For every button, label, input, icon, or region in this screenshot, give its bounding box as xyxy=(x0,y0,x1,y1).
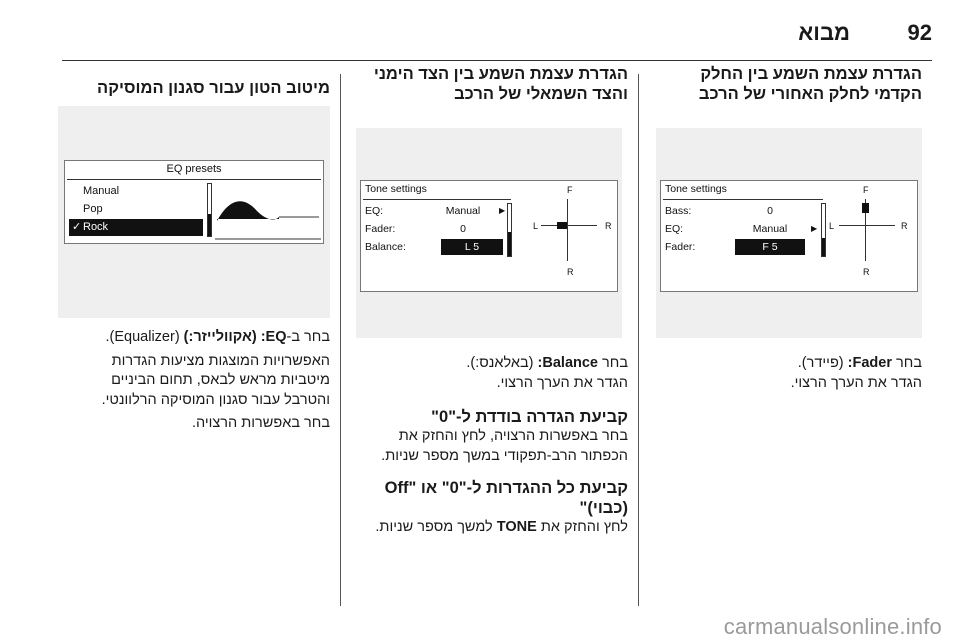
section-heading: מיטוב הטון עבור סגנון המוסיקה xyxy=(97,79,330,97)
eq-screenshot xyxy=(58,106,330,318)
right-letter: R xyxy=(605,221,612,231)
setting-label: Balance: xyxy=(365,241,406,253)
setting-label: EQ: xyxy=(665,223,684,235)
tone-settings-screen xyxy=(360,180,618,292)
instruction-line: הגדר את הערך הרצוי. xyxy=(790,374,922,391)
text: (באלאנס:). xyxy=(466,355,538,371)
front-letter: F xyxy=(863,185,869,195)
scrollbar-thumb xyxy=(208,214,211,236)
text: בחר xyxy=(892,355,922,371)
screen-title: Tone settings xyxy=(365,183,427,195)
menu-item-name: EQ: (אקוולייזר:) xyxy=(183,329,287,345)
crosshair-horizontal xyxy=(839,225,895,226)
text: בחר ב- xyxy=(286,329,330,345)
setting-label: Fader: xyxy=(365,223,396,235)
setting-row xyxy=(365,239,511,255)
balance-instructions xyxy=(352,354,628,538)
front-letter: F xyxy=(567,185,573,195)
text: למשך מספר שניות. xyxy=(375,519,497,535)
eq-instructions xyxy=(58,328,330,434)
left-letter: L xyxy=(829,221,835,231)
preset-label: Rock xyxy=(83,221,109,233)
scrollbar-thumb xyxy=(822,238,825,256)
title-underline xyxy=(67,179,321,180)
crosshair-horizontal xyxy=(541,225,597,226)
heading-line: הגדרת עצמת השמע בין החלק xyxy=(700,65,922,83)
setting-value: 0 xyxy=(767,205,773,217)
eq-presets-screen xyxy=(64,160,324,244)
screen-title: Tone settings xyxy=(665,183,727,195)
page-header xyxy=(0,0,960,62)
heading-line: הגדרת עצמת השמע בין הצד הימני xyxy=(373,65,628,83)
paragraph-line: בחר באפשרות הרצויה. xyxy=(191,415,330,431)
instruction-line xyxy=(650,354,922,374)
chapter-title: מבוא xyxy=(798,20,850,45)
setting-row xyxy=(665,203,823,219)
scrollbar-thumb xyxy=(508,232,511,256)
setting-row xyxy=(365,221,511,237)
text: בחר xyxy=(598,355,628,371)
setting-label: Fader: xyxy=(665,241,696,253)
rear-letter: R xyxy=(863,267,870,277)
setting-value: 0 xyxy=(460,223,466,235)
section-balance xyxy=(352,64,628,104)
paragraph-line: והטרבל עבור סגנון המוסיקה הרלוונטי. xyxy=(101,391,330,408)
subheading-reset-all: קביעת כל ההגדרות ל-"0" או "Off xyxy=(384,479,628,497)
setting-value: Manual xyxy=(445,205,481,217)
setting-row xyxy=(365,203,511,219)
setting-row xyxy=(665,239,823,255)
eq-curve-graphic xyxy=(215,181,321,241)
paragraph-line: האפשרויות המוצגות מציעות הגדרות xyxy=(111,352,330,369)
paragraph-line: בחר באפשרות הרצויה, לחץ והחזק את xyxy=(398,428,628,444)
section-eq xyxy=(58,64,330,98)
menu-item-name: Balance: xyxy=(537,355,598,371)
balance-position-marker xyxy=(557,222,567,229)
section-heading xyxy=(352,64,628,104)
title-underline xyxy=(363,199,511,200)
setting-value-selected: F 5 xyxy=(735,239,805,255)
scrollbar xyxy=(821,203,826,257)
page-number: 92 xyxy=(907,20,932,45)
submenu-arrow-icon: ▶ xyxy=(499,206,506,215)
text: (פיידר). xyxy=(797,355,848,371)
section-heading xyxy=(650,64,922,104)
submenu-arrow-icon: ▶ xyxy=(811,224,818,233)
setting-label: EQ: xyxy=(365,205,384,217)
left-letter: L xyxy=(533,221,539,231)
column-divider-left xyxy=(340,74,341,606)
button-name: TONE xyxy=(496,519,537,535)
paragraph-line: מיטביות מראש לבאס, תחום הביניים xyxy=(111,372,330,388)
fader-screenshot xyxy=(656,128,922,338)
setting-value-selected: L 5 xyxy=(441,239,503,255)
menu-item-name: Fader: xyxy=(847,355,892,371)
instruction-line: הגדר את הערך הרצוי. xyxy=(496,374,628,391)
setting-label: Bass: xyxy=(665,205,692,217)
setting-row xyxy=(665,221,823,237)
balance-screenshot xyxy=(356,128,622,338)
crosshair-vertical xyxy=(567,199,568,261)
text: (Equalizer). xyxy=(105,329,184,345)
section-fader xyxy=(650,64,922,104)
right-letter: R xyxy=(901,221,908,231)
title-underline xyxy=(663,199,823,200)
preset-item-manual: Manual xyxy=(83,185,120,197)
rear-letter: R xyxy=(567,267,574,277)
preset-item-pop: Pop xyxy=(83,203,103,215)
subheading-reset-all: (כבוי)" xyxy=(579,499,628,517)
scrollbar xyxy=(507,203,512,257)
subheading-reset-single: קביעת הגדרה בודדת ל-"0" xyxy=(431,408,628,426)
fader-instructions xyxy=(650,354,922,393)
scrollbar xyxy=(207,183,212,237)
header-divider xyxy=(62,60,932,61)
column-divider-right xyxy=(638,74,639,606)
paragraph-line xyxy=(352,518,628,538)
preset-item-rock xyxy=(69,219,203,236)
screen-title: EQ presets xyxy=(166,163,222,175)
tone-settings-screen xyxy=(660,180,918,292)
check-icon: ✓ xyxy=(72,221,82,233)
heading-line: והצד השמאלי של הרכב xyxy=(454,85,628,103)
instruction-line xyxy=(352,354,628,374)
paragraph-line: הכפתור הרב-תפקודי במשך מספר שניות. xyxy=(381,447,628,464)
setting-value: Manual xyxy=(752,223,788,235)
heading-line: הקדמי לחלק האחורי של הרכב xyxy=(698,85,922,103)
watermark: carmanualsonline.info xyxy=(723,614,942,639)
instruction-line xyxy=(58,328,330,348)
fader-position-marker xyxy=(862,203,869,213)
text: לחץ והחזק את xyxy=(536,519,628,535)
